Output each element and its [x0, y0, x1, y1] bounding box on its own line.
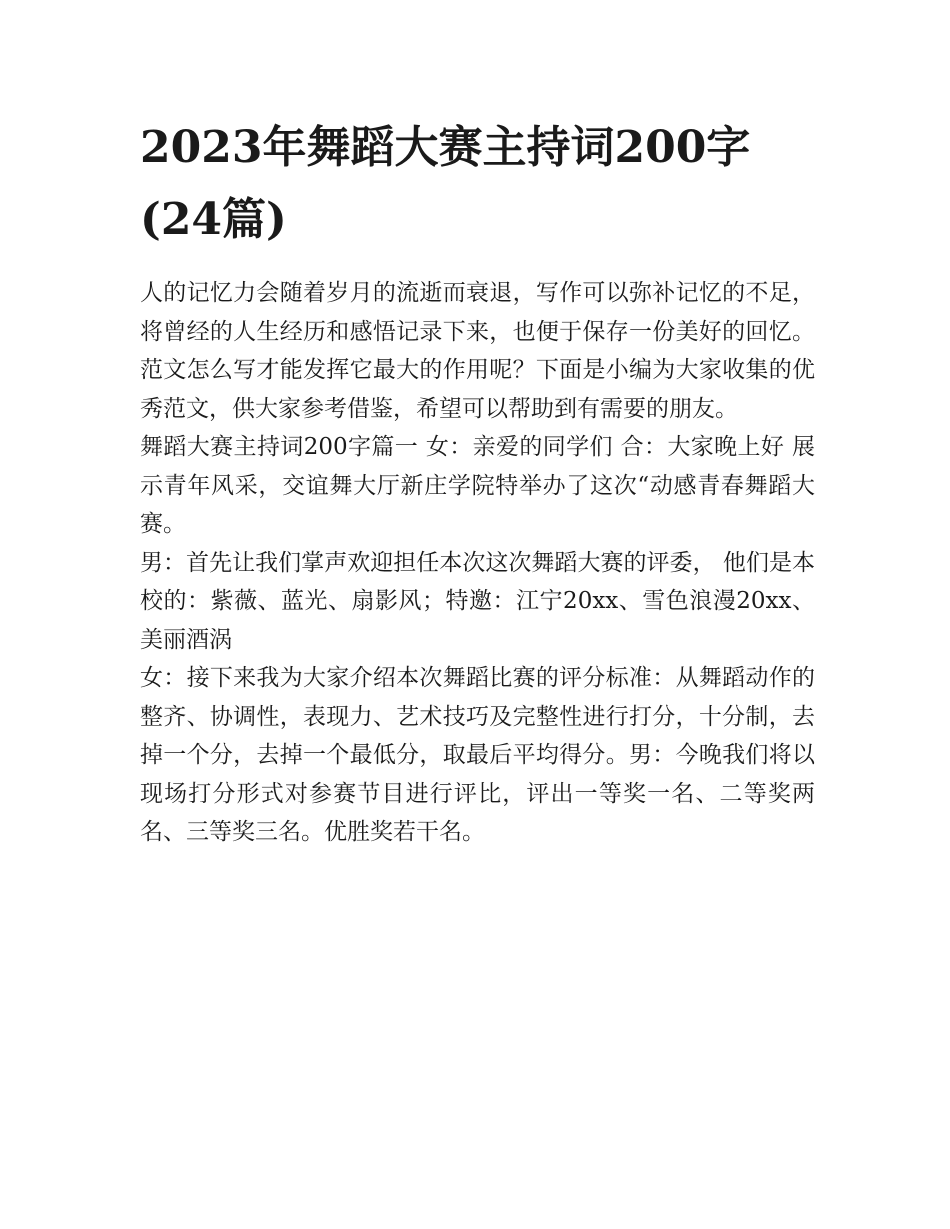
body-paragraph-1: 舞蹈大赛主持词200字篇一 女：亲爱的同学们 合：大家晚上好 展示青年风采，交谊舞大厅新庄学院特举办了这次“动感青春舞蹈大赛。: [140, 434, 815, 537]
body-paragraph-3: 女：接下来我为大家介绍本次舞蹈比赛的评分标准：从舞蹈动作的整齐、协调性，表现力、艺术技巧及完整性进行打分，十分制，去掉一个分，去掉一个最低分，取最后平均得分。男：今晚我们将以现场打分形式对参赛节目进行评比，评出一等奖一名、二等奖两名、三等奖三名。优胜奖若干名。: [140, 665, 815, 845]
document-title: 2023年舞蹈大赛主持词200字(24篇): [140, 122, 751, 245]
intro-paragraph: 人的记忆力会随着岁月的流逝而衰退，写作可以弥补记忆的不足，将曾经的人生经历和感悟记录下来，也便于保存一份美好的回忆。范文怎么写才能发挥它最大的作用呢？下面是小编为大家收集的优秀范文，供大家参考借鉴，希望可以帮助到有需要的朋友。: [140, 280, 815, 422]
document-content: [140, 112, 815, 852]
body-paragraph-2: 男：首先让我们掌声欢迎担任本次这次舞蹈大赛的评委， 他们是本校的：紫薇、蓝光、扇影风；特邀：江宁20xx、雪色浪漫20xx、美丽酒涡: [140, 549, 815, 653]
